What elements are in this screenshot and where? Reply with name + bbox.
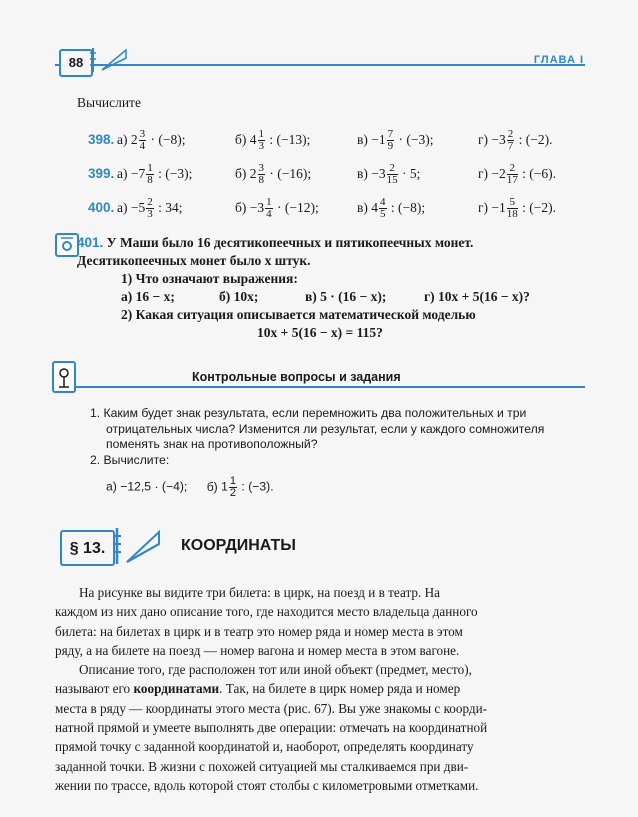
item-denominator: 8 [147, 174, 153, 187]
control-b-rest: : (−3). [241, 479, 274, 494]
item-whole: −3 [491, 132, 506, 147]
body-line: жении по трассе, вдоль которой стоят столбы с километровыми отметками. [55, 777, 479, 793]
ex401-opt-d: г) 10x + 5(16 − x)? [424, 289, 530, 304]
exercise-row [0, 125, 638, 155]
item-whole: 4 [371, 200, 378, 215]
control-title: Контрольные вопросы и задания [192, 370, 401, 384]
item-operation: : (−8); [390, 200, 426, 215]
item-operation: : 34; [158, 200, 183, 215]
body-line: каждом из них дано описание того, где находится место владельца данного [55, 604, 478, 620]
item-denominator: 18 [506, 208, 518, 221]
ex401-options [77, 288, 585, 306]
exercise-item [357, 159, 420, 189]
control-questions [90, 406, 590, 499]
item-whole: 4 [249, 132, 257, 147]
item-denominator: 5 [380, 208, 386, 221]
exercise-item [478, 193, 556, 223]
exercise-item [357, 125, 433, 155]
item-numerator: 1 [147, 162, 153, 175]
item-numerator: 5 [507, 197, 518, 209]
body-line: называют его координатами. Так, на билете в цирк номер ряда и номер [55, 681, 461, 697]
exercise-item [117, 193, 183, 223]
exercise-number: 399. [88, 166, 115, 181]
item-denominator: 4 [139, 140, 146, 153]
ex401-opt-a: а) 16 − x; [121, 289, 175, 304]
item-label: б) [235, 132, 247, 147]
item-whole: 2 [249, 166, 257, 181]
body-line: Описание того, где расположен тот или иной объект (предмет, место), [79, 662, 472, 678]
item-label: б) [235, 200, 247, 215]
item-numerator: 2 [387, 163, 398, 175]
body-line: билета: на билетах в цирк и в театр это номер ряда и номер места в этом [55, 623, 463, 639]
page-number: 88 [59, 49, 93, 77]
control-q1-line3: поменять знак на противоположный? [106, 437, 318, 451]
exercise-item [478, 159, 556, 189]
item-label: г) [478, 166, 489, 181]
item-numerator: 1 [258, 128, 264, 141]
item-whole: −2 [491, 166, 506, 181]
item-numerator: 3 [139, 128, 146, 141]
control-q2: 2. Вычислите: [90, 452, 170, 467]
header-rule [55, 64, 585, 66]
item-denominator: 4 [266, 208, 272, 221]
item-operation: · (−16); [269, 166, 312, 181]
body-line: места в ряду — координаты этого места (рис. 67). Вы уже знакомы с коорди- [55, 700, 488, 716]
control-a: а) −12,5 · (−4); [106, 479, 188, 494]
item-numerator: 7 [387, 128, 394, 141]
body-line: На рисунке вы видите три билета: в цирк, на поезд и в театр. На [79, 585, 440, 600]
term-coordinates: координатами [133, 681, 220, 697]
item-label: а) [117, 200, 128, 215]
item-operation: · (−3); [398, 132, 434, 147]
exercise-item [478, 125, 553, 155]
body-line: натной прямой и умеете выполнять две операции: отмечать на координатной [55, 720, 488, 736]
intro-text: Вычислите [77, 95, 141, 110]
item-label: г) [478, 132, 489, 147]
item-denominator: 3 [147, 208, 153, 221]
exercise-number: 398. [88, 132, 115, 147]
control-b-label: б) [206, 479, 218, 494]
item-numerator: 2 [507, 128, 514, 141]
section-title: КООРДИНАТЫ [181, 537, 296, 554]
item-denominator: 3 [258, 140, 264, 153]
item-operation: · (−8); [150, 132, 186, 147]
ex401-text2: Десятикопеечных монет было x штук. [77, 253, 311, 268]
ex401-q2: 2) Какая ситуация описывается математической моделью [121, 307, 476, 322]
control-rule [74, 386, 585, 388]
item-whole: −7 [130, 166, 146, 181]
exercise-item [235, 125, 310, 155]
exercise-row [0, 159, 638, 189]
flower-icon [52, 361, 76, 393]
ex401-opt-b: б) 10x; [219, 289, 259, 304]
item-whole: −3 [249, 200, 265, 215]
exercise-item [235, 193, 319, 223]
chapter-label: ГЛАВА I [533, 54, 584, 66]
item-denominator: 17 [506, 174, 518, 187]
control-b-den: 2 [229, 487, 237, 499]
item-operation: · (−12); [277, 200, 319, 215]
exercise-item [235, 159, 311, 189]
control-b-num: 1 [229, 475, 237, 487]
item-label: в) [357, 132, 368, 147]
item-whole: −5 [130, 200, 146, 215]
exercise-row [0, 193, 638, 223]
item-label: б) [235, 166, 247, 181]
control-q1-line1: 1. Каким будет знак результата, если перемножить два положительных и три [90, 406, 527, 420]
pencil-icon [90, 44, 130, 76]
exercise-item [117, 159, 192, 189]
item-whole: −1 [371, 132, 386, 147]
item-label: г) [478, 200, 489, 215]
ex401-block [77, 234, 585, 342]
ex401-text1: У Маши было 16 десятикопеечных и пятикопеечных монет. [106, 235, 474, 250]
item-operation: : (−13); [269, 132, 311, 147]
exercise-item [117, 125, 185, 155]
item-operation: : (−2). [518, 132, 553, 147]
item-numerator: 2 [507, 163, 518, 175]
body-line: заданной точки. В жизни с похожей ситуацией мы сталкиваемся при дви- [55, 758, 469, 774]
item-numerator: 3 [258, 162, 264, 175]
item-operation: : (−6). [522, 166, 557, 181]
ex401-q1: 1) Что означают выражения: [121, 271, 298, 286]
exercise-number: 400. [88, 200, 115, 215]
item-operation: · 5; [402, 166, 421, 181]
body-line: прямой точку с заданной координатой и, наоборот, определять координату [55, 739, 474, 755]
item-denominator: 7 [507, 140, 514, 153]
section-number-box [60, 530, 115, 566]
item-numerator: 1 [266, 196, 272, 209]
item-label: в) [357, 200, 368, 215]
section-number: § 13. [69, 540, 106, 557]
body-line: ряду, а на билете на поезд — номер вагона и номер места в этом вагоне. [55, 642, 460, 658]
item-numerator: 4 [380, 196, 386, 209]
control-b-whole: 1 [221, 479, 228, 494]
ex401-number: 401. [77, 235, 104, 250]
item-operation: : (−3); [158, 166, 193, 181]
control-q2-answers [90, 476, 590, 499]
notebook-icon [55, 233, 79, 257]
exercise-item [357, 193, 425, 223]
ex401-equation: 10x + 5(16 − x) = 115? [257, 325, 383, 340]
item-numerator: 2 [147, 196, 153, 209]
item-operation: : (−2). [522, 200, 557, 215]
item-whole: 2 [130, 132, 138, 147]
item-denominator: 8 [258, 174, 264, 187]
item-denominator: 9 [387, 140, 394, 153]
control-q1-line2: отрицательных числа? Изменится ли результат, если у каждого сомножителя [106, 421, 545, 436]
ex401-opt-c: в) 5 · (16 − x); [305, 289, 387, 304]
pencil-icon [113, 524, 165, 568]
item-whole: −1 [491, 200, 506, 215]
item-whole: −3 [371, 166, 386, 181]
item-denominator: 15 [386, 174, 398, 187]
item-label: в) [357, 166, 368, 181]
body-text [55, 583, 585, 795]
item-label: а) [117, 132, 128, 147]
item-label: а) [117, 166, 128, 181]
